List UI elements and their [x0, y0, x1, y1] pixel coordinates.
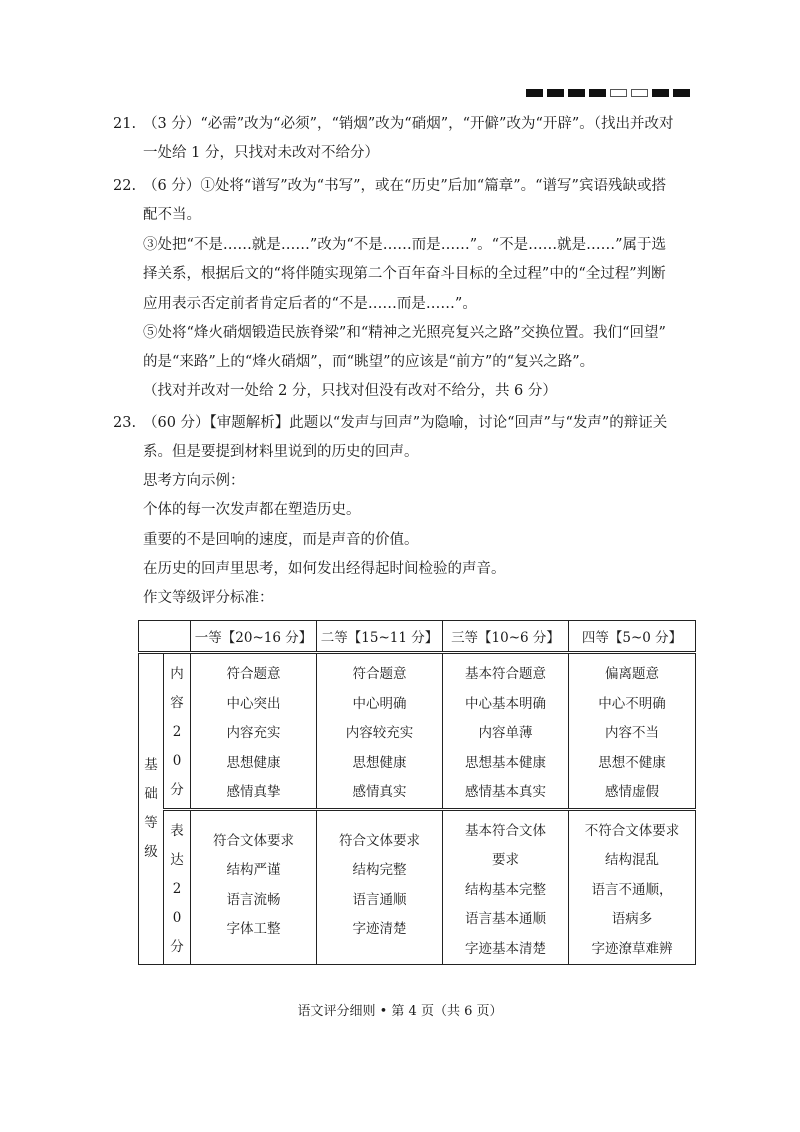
mark-block — [673, 89, 690, 97]
q22-line: ③处把“不是……就是……”改为“不是……而是……”。“不是……就是……”属于选 — [143, 237, 666, 253]
group-label-cell: 基 础 等 级 — [139, 653, 164, 965]
q23-line: 系。但是要提到材料里说到的历史的回声。 — [143, 444, 419, 460]
table-header-cell: 四等【5~0 分】 — [569, 621, 696, 653]
q22-line: 22. （6 分）①处将“谱写”改为“书写”，或在“历史”后加“篇章”。“谱写”宾语残缺或搭 — [113, 178, 666, 194]
grading-table — [138, 620, 696, 965]
q22-line: （找对并改对一处给 2 分，只找对但没有改对不给分，共 6 分） — [143, 383, 557, 399]
q23-line: 23. （60 分）【审题解析】此题以“发声与回声”为隐喻，讨论“回声”与“发声”的辩证关 — [113, 415, 668, 431]
q22-line: 的是“来路”上的“烽火硝烟”，而“眺望”的应该是“前方”的“复兴之路”。 — [143, 354, 595, 370]
q23-line: 思考方向示例： — [143, 473, 245, 489]
table-header-cell: 一等【20~16 分】 — [191, 621, 317, 653]
table-header-cell: 三等【10~6 分】 — [443, 621, 569, 653]
table-cell: 基本符合题意 中心基本明确 内容单薄 思想基本健康 感情基本真实 — [443, 653, 569, 810]
table-row — [139, 653, 696, 810]
table-cell: 符合文体要求 结构完整 语言通顺 字迹清楚 — [317, 809, 443, 965]
q23-line: 重要的不是回响的速度，而是声音的价值。 — [143, 532, 419, 548]
page-footer: 语文评分细则 • 第 4 页（共 6 页） — [297, 1004, 503, 1019]
q22-line: 配不当。 — [143, 207, 201, 223]
q22-line: ⑤处将“烽火硝烟锻造民族脊梁”和“精神之光照亮复兴之路”交换位置。我们“回望” — [143, 325, 666, 341]
mark-block — [610, 89, 627, 97]
mark-block — [526, 89, 543, 97]
q23-number: 23. — [113, 415, 137, 431]
mark-block — [568, 89, 585, 97]
mark-block — [589, 89, 606, 97]
q21-line: 一处给 1 分，只找对未改对不给分） — [143, 145, 379, 161]
table-header-cell: 二等【15~11 分】 — [317, 621, 443, 653]
q23-line: 在历史的回声里思考，如何发出经得起时间检验的声音。 — [143, 561, 506, 577]
mark-block — [547, 89, 564, 97]
row-label-cell: 表 达 2 0 分 — [164, 809, 191, 965]
table-cell: 符合题意 中心突出 内容充实 思想健康 感情真挚 — [191, 653, 317, 810]
mark-block — [631, 89, 648, 97]
table-cell: 偏离题意 中心不明确 内容不当 思想不健康 感情虚假 — [569, 653, 696, 810]
table-cell: 不符合文体要求 结构混乱 语言不通顺， 语病多 字迹潦草难辨 — [569, 809, 696, 965]
table-cell: 基本符合文体 要求 结构基本完整 语言基本通顺 字迹基本清楚 — [443, 809, 569, 965]
table-row — [139, 809, 696, 965]
q22-line: 择关系，根据后文的“将伴随实现第二个百年奋斗目标的全过程”中的“全过程”判断 — [143, 266, 666, 282]
q22-line: 应用表示否定前者肯定后者的“不是……而是……”。 — [143, 296, 477, 312]
q21-number: 21. — [113, 116, 137, 132]
q23-line: 个体的每一次发声都在塑造历史。 — [143, 502, 361, 518]
table-header-row — [139, 621, 696, 653]
table-corner-cell — [139, 621, 191, 653]
table-cell: 符合题意 中心明确 内容较充实 思想健康 感情真实 — [317, 653, 443, 810]
q22-number: 22. — [113, 178, 137, 194]
table-cell: 符合文体要求 结构严谨 语言流畅 字体工整 — [191, 809, 317, 965]
q21-line: 21. （3 分）“必需”改为“必须”，“销烟”改为“硝烟”，“开僻”改为“开辟”。（找出并改对 — [113, 116, 674, 132]
page-corner-marks — [526, 89, 690, 97]
row-label-cell: 内 容 2 0 分 — [164, 653, 191, 810]
mark-block — [652, 89, 669, 97]
q23-line: 作文等级评分标准： — [143, 590, 274, 606]
